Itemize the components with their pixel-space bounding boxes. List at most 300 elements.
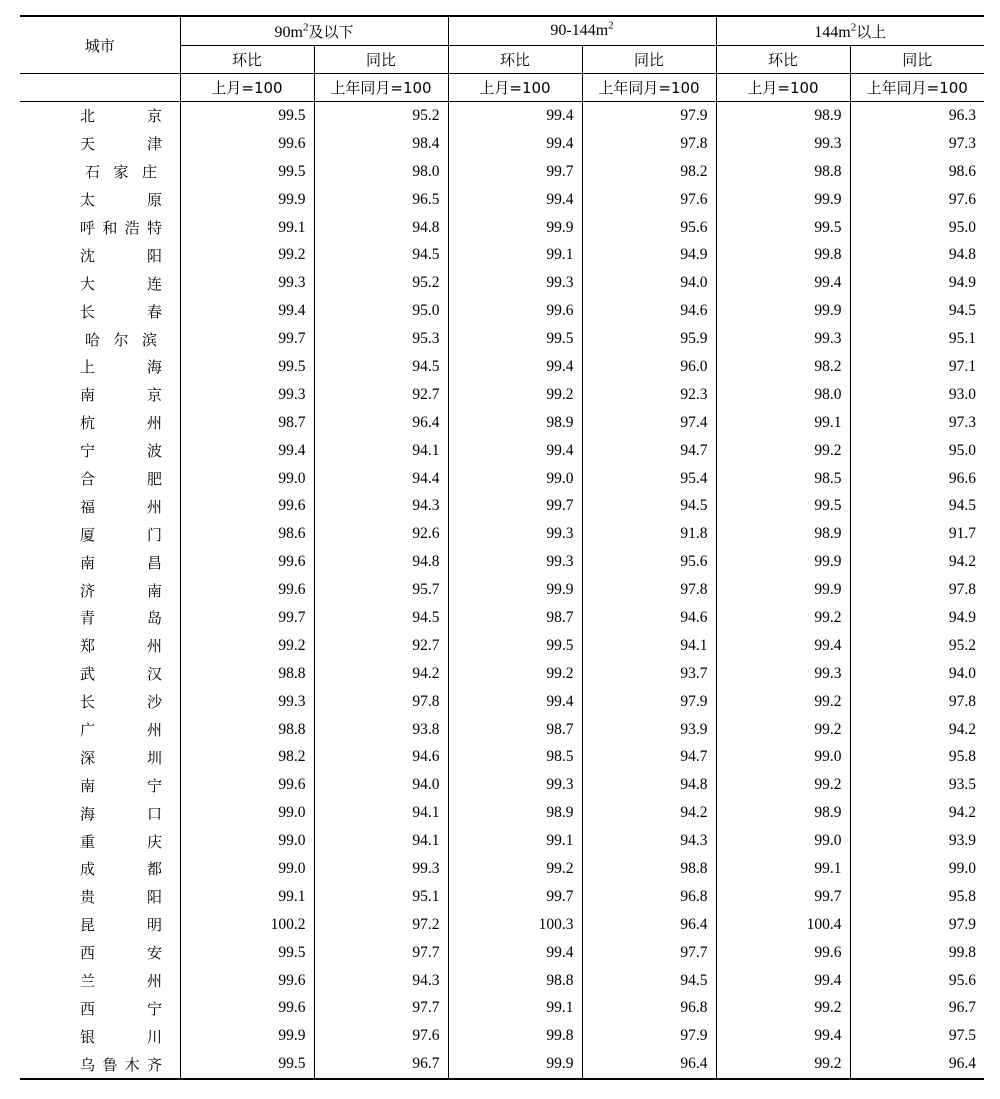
table-row	[20, 855, 984, 883]
table-row	[20, 967, 984, 995]
value-cell: 99.7	[448, 492, 582, 520]
city-cell	[20, 102, 180, 130]
value-cell: 99.4	[180, 437, 314, 465]
value-cell: 94.6	[582, 297, 716, 325]
city-name: 贵阳	[80, 888, 162, 907]
value-cell: 96.7	[314, 1050, 448, 1079]
city-column-header: 城市	[20, 16, 180, 74]
value-cell: 99.0	[448, 465, 582, 493]
value-cell: 99.7	[448, 883, 582, 911]
table-row	[20, 827, 984, 855]
value-cell: 96.0	[582, 353, 716, 381]
city-name: 沈阳	[80, 246, 162, 265]
table-row	[20, 995, 984, 1023]
city-name: 海口	[80, 804, 162, 823]
value-cell: 99.0	[850, 855, 984, 883]
value-cell: 99.4	[448, 130, 582, 158]
city-cell	[20, 799, 180, 827]
city-name: 南昌	[80, 553, 162, 572]
city-name: 重庆	[80, 832, 162, 851]
value-cell: 98.9	[448, 799, 582, 827]
table-row	[20, 883, 984, 911]
city-cell	[20, 688, 180, 716]
value-cell: 95.1	[850, 325, 984, 353]
value-cell: 95.6	[582, 548, 716, 576]
value-cell: 99.3	[716, 325, 850, 353]
base-header: 上年同月=100	[582, 74, 716, 102]
city-cell	[20, 632, 180, 660]
city-name: 石家庄	[85, 163, 157, 182]
value-cell: 99.6	[180, 492, 314, 520]
base-header: 上年同月=100	[850, 74, 984, 102]
value-cell: 96.6	[850, 465, 984, 493]
value-cell: 99.3	[716, 660, 850, 688]
value-cell: 99.8	[448, 1022, 582, 1050]
value-cell: 99.0	[180, 465, 314, 493]
table-row	[20, 799, 984, 827]
value-cell: 99.6	[448, 297, 582, 325]
value-cell: 94.1	[314, 799, 448, 827]
value-cell: 95.4	[582, 465, 716, 493]
table-row	[20, 576, 984, 604]
table-row	[20, 102, 984, 130]
base-header-blank	[20, 74, 180, 102]
value-cell: 99.5	[180, 939, 314, 967]
value-cell: 99.2	[716, 771, 850, 799]
value-cell: 94.0	[582, 269, 716, 297]
value-cell: 99.3	[180, 688, 314, 716]
value-cell: 94.1	[314, 437, 448, 465]
table-row	[20, 297, 984, 325]
value-cell: 99.5	[180, 353, 314, 381]
city-name: 南宁	[80, 776, 162, 795]
city-cell	[20, 939, 180, 967]
value-cell: 95.6	[850, 967, 984, 995]
value-cell: 94.2	[850, 799, 984, 827]
value-cell: 99.6	[180, 995, 314, 1023]
base-header: 上年同月=100	[314, 74, 448, 102]
value-cell: 99.1	[180, 883, 314, 911]
value-cell: 99.5	[448, 632, 582, 660]
value-cell: 99.2	[180, 241, 314, 269]
table-row	[20, 632, 984, 660]
value-cell: 94.2	[850, 548, 984, 576]
value-cell: 95.3	[314, 325, 448, 353]
value-cell: 94.1	[314, 827, 448, 855]
city-cell	[20, 158, 180, 186]
value-cell: 93.5	[850, 771, 984, 799]
value-cell: 96.3	[850, 102, 984, 130]
value-cell: 98.8	[716, 158, 850, 186]
city-cell	[20, 130, 180, 158]
value-cell: 98.0	[314, 158, 448, 186]
base-header: 上月=100	[716, 74, 850, 102]
group-header-small-prefix: 90m	[274, 23, 303, 41]
table-row	[20, 186, 984, 214]
value-cell: 99.0	[180, 827, 314, 855]
value-cell: 94.5	[582, 492, 716, 520]
value-cell: 99.1	[716, 409, 850, 437]
value-cell: 97.1	[850, 353, 984, 381]
value-cell: 98.5	[716, 465, 850, 493]
value-cell: 99.4	[448, 939, 582, 967]
value-cell: 99.8	[850, 939, 984, 967]
table-row	[20, 465, 984, 493]
table-row	[20, 688, 984, 716]
value-cell: 94.8	[850, 241, 984, 269]
city-cell	[20, 660, 180, 688]
value-cell: 97.8	[850, 688, 984, 716]
value-cell: 99.3	[448, 771, 582, 799]
value-cell: 97.6	[850, 186, 984, 214]
value-cell: 94.2	[850, 716, 984, 744]
value-cell: 99.6	[180, 576, 314, 604]
city-name: 长春	[80, 302, 162, 321]
value-cell: 99.2	[716, 716, 850, 744]
city-name: 太原	[80, 191, 162, 210]
value-cell: 98.0	[716, 381, 850, 409]
value-cell: 99.4	[716, 1022, 850, 1050]
value-cell: 94.5	[582, 967, 716, 995]
city-cell	[20, 437, 180, 465]
value-cell: 94.5	[314, 241, 448, 269]
sub-header-mom: 环比	[448, 46, 582, 74]
value-cell: 97.8	[314, 688, 448, 716]
value-cell: 94.0	[314, 771, 448, 799]
city-cell	[20, 855, 180, 883]
table-row	[20, 492, 984, 520]
value-cell: 95.8	[850, 883, 984, 911]
value-cell: 93.9	[850, 827, 984, 855]
table-row	[20, 158, 984, 186]
value-cell: 95.0	[850, 214, 984, 242]
table-header	[20, 16, 984, 102]
value-cell: 99.2	[716, 688, 850, 716]
value-cell: 98.9	[716, 102, 850, 130]
city-name: 郑州	[80, 637, 162, 656]
table-row	[20, 660, 984, 688]
value-cell: 94.2	[314, 660, 448, 688]
value-cell: 94.1	[582, 632, 716, 660]
value-cell: 93.9	[582, 716, 716, 744]
table-row	[20, 520, 984, 548]
value-cell: 96.4	[850, 1050, 984, 1079]
value-cell: 99.2	[716, 437, 850, 465]
value-cell: 95.2	[314, 102, 448, 130]
city-cell	[20, 214, 180, 242]
value-cell: 98.2	[180, 743, 314, 771]
city-name: 合肥	[80, 470, 162, 489]
value-cell: 99.9	[716, 297, 850, 325]
value-cell: 96.7	[850, 995, 984, 1023]
value-cell: 99.2	[180, 632, 314, 660]
value-cell: 99.4	[448, 102, 582, 130]
city-name: 大连	[80, 274, 162, 293]
group-header-medium-prefix: 90-144m	[550, 22, 609, 39]
value-cell: 99.9	[448, 214, 582, 242]
table-row	[20, 1050, 984, 1079]
table-row	[20, 353, 984, 381]
price-index-table	[20, 15, 984, 1080]
value-cell: 97.8	[582, 130, 716, 158]
base-header: 上月=100	[448, 74, 582, 102]
value-cell: 99.1	[716, 855, 850, 883]
value-cell: 99.5	[180, 158, 314, 186]
value-cell: 99.1	[448, 827, 582, 855]
value-cell: 94.3	[314, 492, 448, 520]
value-cell: 96.4	[314, 409, 448, 437]
table-row	[20, 911, 984, 939]
value-cell: 96.8	[582, 883, 716, 911]
value-cell: 95.2	[314, 269, 448, 297]
group-header-medium-sup: 2	[608, 19, 614, 32]
value-cell: 98.2	[716, 353, 850, 381]
value-cell: 99.0	[716, 827, 850, 855]
value-cell: 94.7	[582, 743, 716, 771]
table-row	[20, 381, 984, 409]
value-cell: 98.7	[448, 604, 582, 632]
city-name: 西安	[80, 944, 162, 963]
value-cell: 99.6	[716, 939, 850, 967]
value-cell: 94.5	[314, 604, 448, 632]
value-cell: 97.5	[850, 1022, 984, 1050]
value-cell: 97.6	[314, 1022, 448, 1050]
value-cell: 99.1	[448, 241, 582, 269]
city-cell	[20, 1050, 180, 1079]
value-cell: 99.4	[716, 632, 850, 660]
table-row	[20, 130, 984, 158]
value-cell: 96.5	[314, 186, 448, 214]
value-cell: 98.8	[582, 855, 716, 883]
value-cell: 99.9	[716, 186, 850, 214]
value-cell: 98.9	[448, 409, 582, 437]
value-cell: 94.8	[582, 771, 716, 799]
value-cell: 95.8	[850, 743, 984, 771]
table-body	[20, 102, 984, 1080]
table-row	[20, 743, 984, 771]
value-cell: 97.8	[850, 576, 984, 604]
value-cell: 96.8	[582, 995, 716, 1023]
value-cell: 99.5	[448, 325, 582, 353]
value-cell: 99.2	[448, 660, 582, 688]
value-cell: 99.9	[716, 576, 850, 604]
value-cell: 93.0	[850, 381, 984, 409]
value-cell: 95.7	[314, 576, 448, 604]
table-row	[20, 241, 984, 269]
value-cell: 94.3	[314, 967, 448, 995]
city-name: 广州	[80, 721, 162, 740]
city-cell	[20, 771, 180, 799]
value-cell: 93.8	[314, 716, 448, 744]
table-row	[20, 604, 984, 632]
value-cell: 99.6	[180, 548, 314, 576]
value-cell: 99.6	[180, 967, 314, 995]
value-cell: 99.0	[716, 743, 850, 771]
value-cell: 92.7	[314, 381, 448, 409]
city-cell	[20, 576, 180, 604]
value-cell: 99.9	[716, 548, 850, 576]
value-cell: 99.2	[448, 855, 582, 883]
value-cell: 95.2	[850, 632, 984, 660]
value-cell: 100.4	[716, 911, 850, 939]
value-cell: 92.3	[582, 381, 716, 409]
value-cell: 94.9	[850, 269, 984, 297]
city-name: 上海	[80, 358, 162, 377]
value-cell: 92.6	[314, 520, 448, 548]
city-name: 武汉	[80, 665, 162, 684]
city-cell	[20, 1022, 180, 1050]
city-cell	[20, 325, 180, 353]
table-row	[20, 325, 984, 353]
value-cell: 99.6	[180, 130, 314, 158]
value-cell: 98.9	[716, 799, 850, 827]
value-cell: 97.7	[582, 939, 716, 967]
table-row	[20, 771, 984, 799]
value-cell: 99.2	[716, 995, 850, 1023]
table-row	[20, 437, 984, 465]
value-cell: 99.8	[716, 241, 850, 269]
value-cell: 99.4	[716, 269, 850, 297]
value-cell: 98.5	[448, 743, 582, 771]
value-cell: 98.4	[314, 130, 448, 158]
table-row	[20, 269, 984, 297]
city-cell	[20, 548, 180, 576]
value-cell: 99.4	[448, 186, 582, 214]
group-header-large-prefix: 144m	[814, 23, 851, 41]
city-cell	[20, 911, 180, 939]
city-cell	[20, 492, 180, 520]
value-cell: 94.5	[850, 492, 984, 520]
city-name: 深圳	[80, 748, 162, 767]
table-row	[20, 409, 984, 437]
city-cell	[20, 827, 180, 855]
city-name: 济南	[80, 581, 162, 600]
value-cell: 99.9	[448, 1050, 582, 1079]
city-cell	[20, 353, 180, 381]
value-cell: 99.0	[180, 855, 314, 883]
city-name: 厦门	[80, 525, 162, 544]
group-header-small	[180, 16, 448, 46]
value-cell: 97.4	[582, 409, 716, 437]
value-cell: 98.6	[180, 520, 314, 548]
value-cell: 94.7	[582, 437, 716, 465]
value-cell: 95.0	[850, 437, 984, 465]
value-cell: 95.6	[582, 214, 716, 242]
city-cell	[20, 381, 180, 409]
value-cell: 98.9	[716, 520, 850, 548]
group-header-small-suffix: 及以下	[308, 22, 354, 41]
value-cell: 94.3	[582, 827, 716, 855]
city-name: 成都	[80, 860, 162, 879]
value-cell: 99.4	[180, 297, 314, 325]
table-row	[20, 1022, 984, 1050]
table-row	[20, 939, 984, 967]
group-header-large	[716, 16, 984, 46]
value-cell: 98.6	[850, 158, 984, 186]
value-cell: 99.3	[180, 381, 314, 409]
value-cell: 98.8	[180, 716, 314, 744]
city-cell	[20, 604, 180, 632]
city-name: 长沙	[80, 693, 162, 712]
city-name: 呼和浩特	[80, 219, 162, 237]
group-header-large-suffix: 以上	[856, 22, 887, 41]
value-cell: 99.1	[448, 995, 582, 1023]
city-name: 昆明	[80, 916, 162, 935]
value-cell: 95.9	[582, 325, 716, 353]
value-cell: 96.4	[582, 1050, 716, 1079]
value-cell: 97.7	[314, 995, 448, 1023]
value-cell: 94.5	[314, 353, 448, 381]
value-cell: 94.9	[850, 604, 984, 632]
sub-header-mom: 环比	[180, 46, 314, 74]
value-cell: 97.3	[850, 409, 984, 437]
value-cell: 97.3	[850, 130, 984, 158]
value-cell: 99.2	[716, 604, 850, 632]
city-cell	[20, 520, 180, 548]
value-cell: 97.9	[850, 911, 984, 939]
value-cell: 99.9	[448, 576, 582, 604]
city-cell	[20, 967, 180, 995]
value-cell: 99.7	[180, 604, 314, 632]
value-cell: 94.6	[314, 743, 448, 771]
city-name: 南京	[80, 386, 162, 405]
value-cell: 97.7	[314, 939, 448, 967]
value-cell: 99.6	[180, 771, 314, 799]
value-cell: 99.5	[716, 492, 850, 520]
city-cell	[20, 409, 180, 437]
value-cell: 97.9	[582, 1022, 716, 1050]
base-header: 上月=100	[180, 74, 314, 102]
value-cell: 96.4	[582, 911, 716, 939]
sub-header-yoy: 同比	[314, 46, 448, 74]
value-cell: 99.5	[180, 1050, 314, 1079]
value-cell: 99.2	[716, 1050, 850, 1079]
value-cell: 100.2	[180, 911, 314, 939]
value-cell: 97.2	[314, 911, 448, 939]
value-cell: 99.7	[448, 158, 582, 186]
value-cell: 98.7	[180, 409, 314, 437]
value-cell: 92.7	[314, 632, 448, 660]
value-cell: 94.8	[314, 548, 448, 576]
value-cell: 99.3	[716, 130, 850, 158]
city-name: 天津	[80, 135, 162, 154]
value-cell: 99.4	[716, 967, 850, 995]
value-cell: 93.7	[582, 660, 716, 688]
value-cell: 99.3	[448, 520, 582, 548]
table-row	[20, 214, 984, 242]
value-cell: 99.7	[180, 325, 314, 353]
city-name: 福州	[80, 497, 162, 516]
city-name: 西宁	[80, 999, 162, 1018]
value-cell: 99.0	[180, 799, 314, 827]
value-cell: 99.9	[180, 186, 314, 214]
value-cell: 97.9	[582, 102, 716, 130]
city-name: 银川	[80, 1027, 162, 1046]
value-cell: 99.5	[716, 214, 850, 242]
value-cell: 99.3	[448, 548, 582, 576]
value-cell: 94.9	[582, 241, 716, 269]
group-header-small-sup: 2	[302, 21, 309, 34]
city-cell	[20, 297, 180, 325]
value-cell: 94.2	[582, 799, 716, 827]
value-cell: 99.4	[448, 437, 582, 465]
value-cell: 99.1	[180, 214, 314, 242]
value-cell: 94.5	[850, 297, 984, 325]
city-cell	[20, 883, 180, 911]
value-cell: 99.3	[180, 269, 314, 297]
value-cell: 99.3	[448, 269, 582, 297]
value-cell: 94.6	[582, 604, 716, 632]
